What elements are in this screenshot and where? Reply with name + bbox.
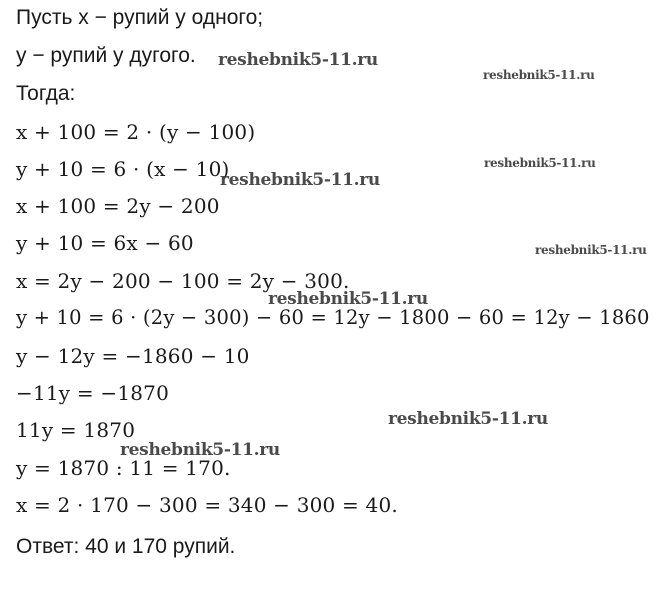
- equation-line-7: y − 12y = −1860 − 10: [16, 344, 250, 368]
- equation-line-8: −11y = −1870: [16, 381, 170, 405]
- equation-line-6: y + 10 = 6 · (2y − 300) − 60 = 12y − 1800 − 60 = 12y − 1860: [16, 306, 650, 329]
- equation-line-5: x = 2y − 200 − 100 = 2y − 300.: [16, 269, 350, 293]
- equation-line-1: x + 100 = 2 · (y − 100): [16, 120, 256, 144]
- watermark-text: reshebnik5-11.ru: [218, 50, 378, 70]
- equation-line-4: y + 10 = 6x − 60: [16, 231, 194, 255]
- equation-line-2: y + 10 = 6 · (x − 10): [16, 157, 230, 181]
- watermark-text: reshebnik5-11.ru: [220, 170, 380, 190]
- watermark-text: reshebnik5-11.ru: [388, 409, 548, 429]
- equation-line-11: x = 2 · 170 − 300 = 340 − 300 = 40.: [16, 493, 398, 517]
- equation-line-10: y = 1870 : 11 = 170.: [16, 456, 231, 480]
- text-line-3: Тогда:: [16, 82, 76, 105]
- text-line-1: Пусть x − рупий у одного;: [16, 6, 264, 29]
- watermark-text: reshebnik5-11.ru: [484, 156, 596, 170]
- equation-line-9: 11y = 1870: [16, 418, 136, 442]
- equation-line-3: x + 100 = 2y − 200: [16, 194, 220, 218]
- answer-line: Ответ: 40 и 170 рупий.: [16, 535, 236, 558]
- watermark-text: reshebnik5-11.ru: [268, 289, 428, 309]
- text-line-2: y − рупий у дугого.: [16, 44, 196, 67]
- watermark-text: reshebnik5-11.ru: [535, 243, 647, 257]
- watermark-text: reshebnik5-11.ru: [483, 68, 595, 82]
- watermark-text: reshebnik5-11.ru: [120, 440, 280, 460]
